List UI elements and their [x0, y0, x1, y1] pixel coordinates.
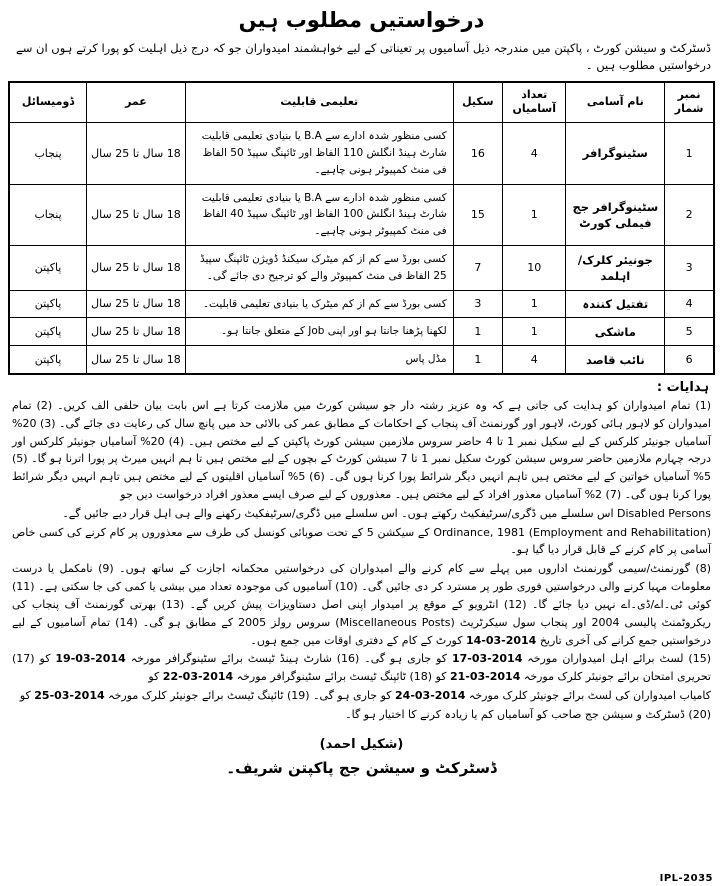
cell-domicile: پاکپتن	[9, 346, 87, 374]
cell-count: 4	[503, 346, 566, 374]
jc-successful-text: کامیاب امیدواران کی لسٹ برائے جونیئر کلرک مورخہ	[468, 688, 711, 702]
cell-scale: 1	[453, 346, 502, 374]
date-jc-successful: 24-03-2014	[395, 688, 466, 702]
cell-domicile: پاکپتن	[9, 290, 87, 318]
cell-count: 10	[503, 245, 566, 290]
court-hours-note: کورٹ کے کام کے دفتری اوقات میں جمع ہوں۔	[250, 633, 463, 647]
instruction-item-7-text: (17) تحریری امتحان برائے جونیئر کلرک مورخہ	[12, 652, 711, 684]
item-7-tail: کو	[435, 670, 447, 684]
instructions-body	[8, 397, 715, 724]
cell-post: سٹینوگرافر	[566, 123, 665, 184]
cell-domicile: پاکپتن	[9, 245, 87, 290]
cell-scale: 3	[453, 290, 502, 318]
cell-sr: 1	[665, 123, 714, 184]
column-header-scale: سکیل	[453, 82, 502, 123]
cell-age: 18 سال تا 25 سال	[87, 245, 186, 290]
cell-post: تفتیل کنندہ	[566, 290, 665, 318]
cell-count: 4	[503, 123, 566, 184]
column-header-post: نام آسامی	[566, 82, 665, 123]
cell-count: 1	[503, 290, 566, 318]
instruction-item-4-text: (8) گورنمنٹ/سیمی گورنمنٹ اداروں میں پہلے سے کام کرنے والے امیدواران کی درخواستیں محکمانہ اجازت کے ساتھ ہوں۔ (9) نامکمل یا درست معلومات مہیا کرنے والی درخواستیں فوری طور پر مسترد کر دی جائیں گی۔ (10) آسامیوں کی موجودہ تعداد میں بیشی یا کمی کی جا سکتی ہے۔ (11) کوئی ٹی۔اے/ڈی۔اے نہیں دیا جائے گا۔ (12) انٹرویو کے موقع پر امیدوار اپنی اصل دستاویزات پیش کریں گے۔ (13) بھرتی گورنمنٹ آف پنجاب کی ریکروٹمنٹ پالیسی 2004 اور پنجاب سول سیکرٹریٹ (Miscellaneous Posts) سروس رولز 2005 کے مطابق ہو گی۔ (14) تمام آسامیوں کے لیے درخواستیں جمع کرانے کی آخری تاریخ	[12, 562, 711, 647]
instruction-item-6-text: (16) شارٹ ہینڈ ٹیسٹ برائے سٹینوگرافر مورخہ	[130, 652, 360, 666]
date-typing-test-jc: 25-03-2014	[34, 688, 105, 702]
instruction-item-2: Disabled Persons اس سلسلے میں ڈگری/سرٹیفکیٹ رکھتے ہوں۔ اس سلسلے میں ڈگری/سرٹیفکیٹ رکھنے والے ہی اہل قرار دیے جائیں گے۔	[62, 506, 711, 520]
vacancies-table	[8, 81, 715, 375]
table-row	[9, 245, 714, 290]
intro-paragraph: ڈسٹرکٹ و سیشن کورٹ ، پاکپتن میں مندرجہ ذیل آسامیوں پر تعیناتی کے لیے خواہشمند امیدواران جو کہ درج ذیل اہلیت کو پورا کرتے ہوں ان سے درخواستیں مطلوب ہیں ۔	[15, 41, 711, 73]
instruction-item-9-text: (19) ٹائپنگ ٹیسٹ برائے جونیئر کلرک مورخہ	[108, 688, 310, 702]
cell-sr: 3	[665, 245, 714, 290]
instruction-item-8-text: (18) ٹائپنگ ٹیسٹ برائے سٹینوگرافر مورخہ	[236, 670, 433, 684]
cell-age: 18 سال تا 25 سال	[87, 184, 186, 245]
cell-scale: 7	[453, 245, 502, 290]
instruction-item-10: (20) ڈسٹرکٹ و سیشن جج صاحب کو آسامیاں کم یا زیادہ کرنے کا اختیار ہو گا۔	[345, 707, 711, 721]
table-row	[9, 123, 714, 184]
date-eligible-list: 17-03-2014	[451, 652, 523, 666]
cell-qualification: کسی بورڈ سے کم از کم میٹرک یا بنیادی تعلیمی قابلیت۔	[185, 290, 453, 318]
signatory-name: (شکیل احمد)	[319, 736, 404, 752]
table-row	[9, 346, 714, 374]
item-8-tail: کو	[148, 670, 160, 684]
cell-sr: 2	[665, 184, 714, 245]
page-title: درخواستیں مطلوب ہیں	[238, 8, 485, 32]
cell-age: 18 سال تا 25 سال	[87, 290, 186, 318]
cell-domicile: پنجاب	[9, 123, 87, 184]
date-typing-test-steno: 22-03-2014	[162, 670, 234, 684]
column-header-age: عمر	[87, 82, 186, 123]
instruction-item-3: (Employment and Rehabilitation) Ordinance, 1981 کے سیکشن 5 کے تحت صوبائی کونسل کی طرف سے معذوروں پر کام کرنے کی کسی خاص آسامی پر کام کرنے کے قابل قرار دیا گیا ہو۔	[12, 525, 711, 557]
cell-age: 18 سال تا 25 سال	[87, 318, 186, 346]
cell-domicile: پنجاب	[9, 184, 87, 245]
instruction-item-9	[12, 687, 711, 705]
column-header-domicile: ڈومیسائل	[9, 82, 87, 123]
instructions-heading: ہدایات :	[656, 379, 709, 395]
item-9-tail2: کو	[19, 688, 31, 702]
signature-block	[8, 725, 715, 781]
table-row	[9, 318, 714, 346]
cell-domicile: پاکپتن	[9, 318, 87, 346]
cell-qualification: کسی منظور شدہ ادارے سے B.A یا بنیادی تعلیمی قابلیت شارٹ ہینڈ انگلش 100 الفاظ اور ٹائپنگ سپیڈ 40 الفاظ فی منٹ کمپیوٹر ہونی چاہیے۔	[185, 184, 453, 245]
cell-sr: 4	[665, 290, 714, 318]
column-header-qualification: تعلیمی قابلیت	[185, 82, 453, 123]
column-header-sr: نمبر شمار	[665, 82, 714, 123]
table-header-row	[9, 82, 714, 123]
item-9-tail: کو جاری ہو گی۔	[313, 688, 392, 702]
table-row	[9, 184, 714, 245]
instruction-item-1: (1) تمام امیدواران کو ہدایت کی جاتی ہے کہ وہ عزیز رشتہ دار جو سیشن کورٹ میں ملازمت کرتا ہے اس بابت بیان حلفی الف کریں۔ (2) تمام امیدواران کو لاہور ہائی کورٹ، لاہور اور گورنمنٹ آف پنجاب کے احکامات کے مطابق عمر کی بالائی حد میں پانچ سال کی رعایت دی جائے گی۔ (3) 20% آسامیاں جونیئر کلرکس کے لیے سکیل نمبر 1 تا 4 حاضر سروس ملازمین سیشن کورٹ پاکپتن کے لیے مختص ہیں۔ (4) 20% آسامیاں جونیئر کلرکس اور درجہ چہارم ملازمین حاضر سروس سیشن کورٹ سکیل نمبر 1 تا 7 سیشن کورٹ کے بچوں کے لیے مختص ہیں تا ہم انہیں میرٹ پر پورا اترنا ہو گا۔ (5) 5% آسامیاں خواتین کے لیے مختص ہیں تاہم انہیں دیگر شرائط پورا کرنا ہوں گی۔ (6) 5% آسامیاں اقلیتوں کے لیے مختص ہیں تاہم انہیں دیگر شرائط پورا کرنا ہوں گی۔ (7) 2% آسامیاں معذور افراد کے لیے مختص ہیں۔ معذوروں کے لیے صرف ایسے معذور افراد درخواست دیں جو	[12, 398, 711, 502]
cell-qualification: کسی بورڈ سے کم از کم میٹرک سیکنڈ ڈویژن ٹائپنگ سپیڈ 25 الفاظ فی منٹ کمپیوٹر والے کو ترجیح دی جائے گی۔	[185, 245, 453, 290]
cell-count: 1	[503, 184, 566, 245]
instruction-item-4	[12, 560, 711, 649]
cell-count: 1	[503, 318, 566, 346]
table-row	[9, 290, 714, 318]
cell-scale: 15	[453, 184, 502, 245]
cell-sr: 5	[665, 318, 714, 346]
cell-post: ماشکی	[566, 318, 665, 346]
cell-scale: 1	[453, 318, 502, 346]
signatory-designation: ڈسٹرکٹ و سیشن جج پاکپتن شریف۔	[226, 759, 497, 778]
item-6-tail: کو	[39, 652, 51, 666]
cell-age: 18 سال تا 25 سال	[87, 346, 186, 374]
cell-scale: 16	[453, 123, 502, 184]
reference-code: IPL-2035	[659, 873, 713, 884]
cell-age: 18 سال تا 25 سال	[87, 123, 186, 184]
date-last-applications: 14-03-2014	[465, 633, 537, 647]
item-5-tail: کو جاری ہو گی۔	[364, 652, 448, 666]
cell-post: سٹینوگرافر جج فیملی کورٹ	[566, 184, 665, 245]
cell-post: جونیئر کلرک/اہلمد	[566, 245, 665, 290]
date-shorthand-test: 19-03-2014	[55, 652, 126, 666]
cell-qualification: کسی منظور شدہ ادارے سے B.A یا بنیادی تعلیمی قابلیت شارٹ ہینڈ انگلش 110 الفاظ اور ٹائپنگ سپیڈ 50 الفاظ فی منٹ کمپیوٹر ہونی چاہیے۔	[185, 123, 453, 184]
cell-qualification: لکھنا پڑھنا جانتا ہو اور اپنی Job کے متعلق جانتا ہو۔	[185, 318, 453, 346]
instruction-item-5	[12, 650, 711, 686]
date-written-test-jc: 21-03-2014	[450, 670, 521, 684]
cell-post: نائب قاصد	[566, 346, 665, 374]
column-header-count: تعداد آسامیاں	[503, 82, 566, 123]
instruction-item-5-text: (15) لسٹ برائے اہل امیدواران مورخہ	[527, 652, 712, 666]
cell-qualification: مڈل پاس	[185, 346, 453, 374]
cell-sr: 6	[665, 346, 714, 374]
